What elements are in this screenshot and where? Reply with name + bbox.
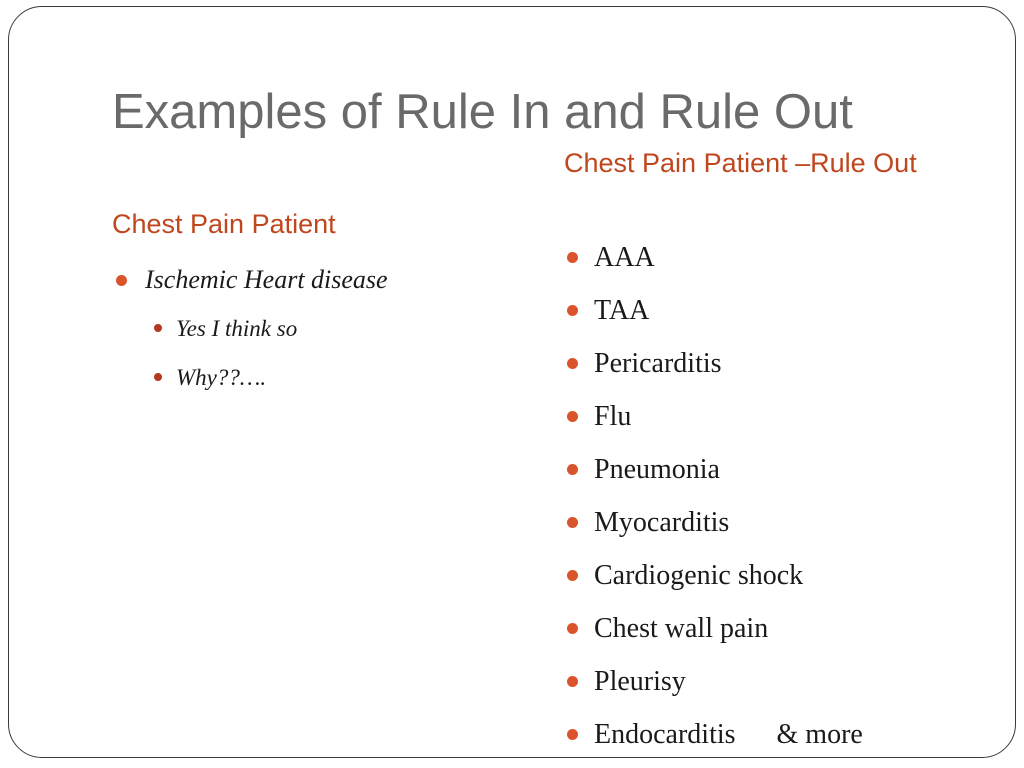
- list-item-text: Pleurisy: [594, 666, 686, 697]
- list-item-text: AAA: [594, 242, 655, 273]
- bullet-icon: [567, 676, 578, 687]
- sub-list-item-text: Yes I think so: [176, 316, 298, 341]
- bullet-icon: [154, 324, 162, 332]
- list-item-text: Flu: [594, 401, 632, 432]
- sub-list-item-text: Why??….: [176, 365, 267, 390]
- bullet-icon: [567, 358, 578, 369]
- sub-list-item: [150, 353, 388, 402]
- list-item: [112, 260, 388, 300]
- bullet-icon: [567, 252, 578, 263]
- bullet-icon: [567, 570, 578, 581]
- list-item-text: Pericarditis: [594, 348, 722, 379]
- list-item-text: Myocarditis: [594, 507, 730, 538]
- list-item-text: Endocarditis: [594, 719, 736, 750]
- list-item-text: Chest wall pain: [594, 613, 769, 644]
- list-item: [564, 662, 863, 715]
- bullet-icon: [567, 411, 578, 422]
- list-item: [564, 344, 863, 397]
- bullet-icon: [116, 275, 127, 286]
- list-item-text: Pneumonia: [594, 454, 720, 485]
- list-item-text: Ischemic Heart disease: [145, 265, 388, 294]
- list-item: [564, 450, 863, 503]
- bullet-icon: [567, 729, 578, 740]
- list-item: [564, 238, 863, 291]
- slide-title: Examples of Rule In and Rule Out: [112, 85, 853, 139]
- list-item: [564, 397, 863, 450]
- right-bullet-list: [564, 238, 863, 768]
- list-item-text: Cardiogenic shock: [594, 560, 804, 591]
- bullet-icon: [567, 623, 578, 634]
- right-column-heading: Chest Pain Patient –Rule Out: [564, 148, 917, 178]
- list-item-text: TAA: [594, 295, 650, 326]
- list-item: [564, 503, 863, 556]
- more-suffix: & more: [776, 719, 863, 750]
- left-bullet-list: [112, 260, 388, 402]
- list-item: [564, 715, 863, 768]
- sub-list-item: [150, 304, 388, 353]
- list-item: [564, 609, 863, 662]
- left-column-heading: Chest Pain Patient: [112, 209, 336, 239]
- bullet-icon: [154, 373, 162, 381]
- bullet-icon: [567, 517, 578, 528]
- list-item: [564, 556, 863, 609]
- bullet-icon: [567, 464, 578, 475]
- list-item: [564, 291, 863, 344]
- bullet-icon: [567, 305, 578, 316]
